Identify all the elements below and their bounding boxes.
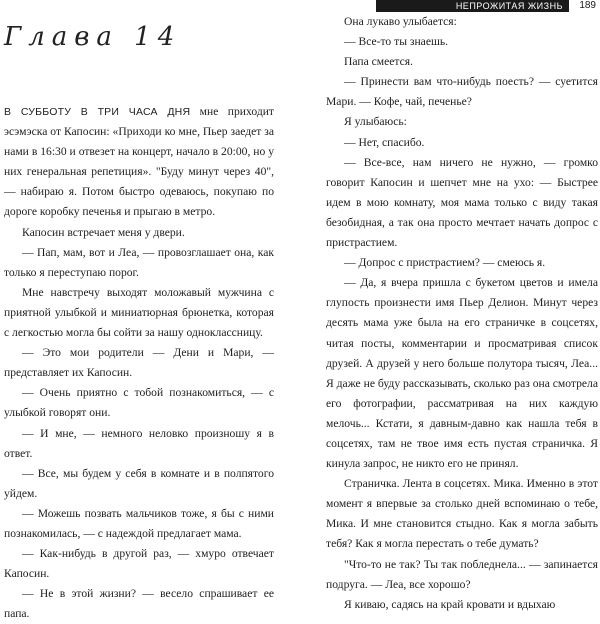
paragraph: — Это мои родители — Дени и Мари, — представляет их Капосин. <box>4 346 274 380</box>
paragraph: — Все-все, нам ничего не нужно, — громко говорит Капосин и шепчет мне на ухо: — Быстрее идем в мою комнату, моя мама только с виду такая безобидная, а так она просто мечтает начать допрос с пристрастием. <box>326 155 598 250</box>
paragraph: — Можешь позвать мальчиков тоже, я бы с ними познакомилась, — с надеждой предлагает мама. <box>4 506 274 540</box>
chapter-title: Глава 14 <box>4 22 182 52</box>
paragraph: Страничка. Лента в соцсетях. Мика. Именно в этот момент я впервые за столько дней вспоминаю о тебе, Мика. И мне становится стыдно. Как я могла забыть тебя? Как я могла перестать о тебе думать? <box>326 477 598 551</box>
running-title: НЕПРОЖИТАЯ ЖИЗНЬ <box>455 1 563 11</box>
paragraph: — Все, мы будем у себя в комнате и в полпятого уйдем. <box>4 466 274 500</box>
paragraph: — Не в этой жизни? — весело спрашивает ее папа. <box>4 587 274 621</box>
paragraph: Она лукаво улыбается: <box>344 15 457 28</box>
right-column <box>326 12 598 615</box>
paragraph: — Очень приятно с тобой познакомиться, — с улыбкой говорят они. <box>4 386 274 420</box>
paragraph-text: мне приходит эсэмэска от Капосин: «Приходи ко мне, Пьер заедет за нами в 16:30 и отвезет на концерт, начало в 20:00, но у них генеральная репетиция». "Буду минут через 40", — набираю я. Потом быстро одеваюсь, покупаю по дороге коробку печенья и прыгаю в метро. <box>4 105 274 219</box>
paragraph: Мне навстречу выходят моложавый мужчина с приятной улыбкой и миниатюрная брюнетка, которая с легкостью могла бы сойти за нашу одноклассницу. <box>4 285 274 340</box>
paragraph: — И мне, — немного неловко произношу я в ответ. <box>4 426 274 460</box>
lead-in: В СУББОТУ В ТРИ ЧАСА ДНЯ <box>4 106 191 118</box>
paragraph: — Нет, спасибо. <box>344 135 425 149</box>
paragraph: — Принести вам что-нибудь поесть? — суетится Мари. — Кофе, чай, печенье? <box>326 75 598 109</box>
paragraph: Капосин встречает меня у двери. <box>22 225 185 239</box>
paragraph <box>4 102 274 223</box>
paragraph: "Что-то не так? Ты так побледнела... — запинается подруга. — Леа, все хорошо? <box>326 557 598 591</box>
paragraph: — Пап, мам, вот и Леа, — провозглашает она, как только я переступаю порог. <box>4 245 274 279</box>
paragraph: — Как-нибудь в другой раз, — хмуро отвечает Капосин. <box>4 547 274 581</box>
paragraph: Я улыбаюсь: <box>344 115 407 129</box>
paragraph: Папа смеется. <box>344 55 413 69</box>
paragraph: — Да, я вчера пришла с букетом цветов и имела глупость произнести имя Пьер Делион. Минут через десять мама уже была на его страничке в соцсетях, читая посты, комментарии и просматривая список друзей. А друзей у него больше полутора тысяч, Леа... Я даже не буду рассказывать, сколько раз она смотрела его фотографии, рассматривая на них каждую мелочь... Кстати, я давным-давно как нашла тебя в соцсетях, там не твое имя есть пустая страничка. Я кинула запрос, не никто его не принял. <box>326 276 598 471</box>
left-column <box>4 102 274 624</box>
page-number: 189 <box>579 0 596 11</box>
paragraph: — Допрос с пристрастием? — смеюсь я. <box>344 256 546 270</box>
paragraph: Я киваю, садясь на край кровати и вдыхаю <box>344 597 556 611</box>
paragraph: — Все-то ты знаешь. <box>344 35 449 49</box>
